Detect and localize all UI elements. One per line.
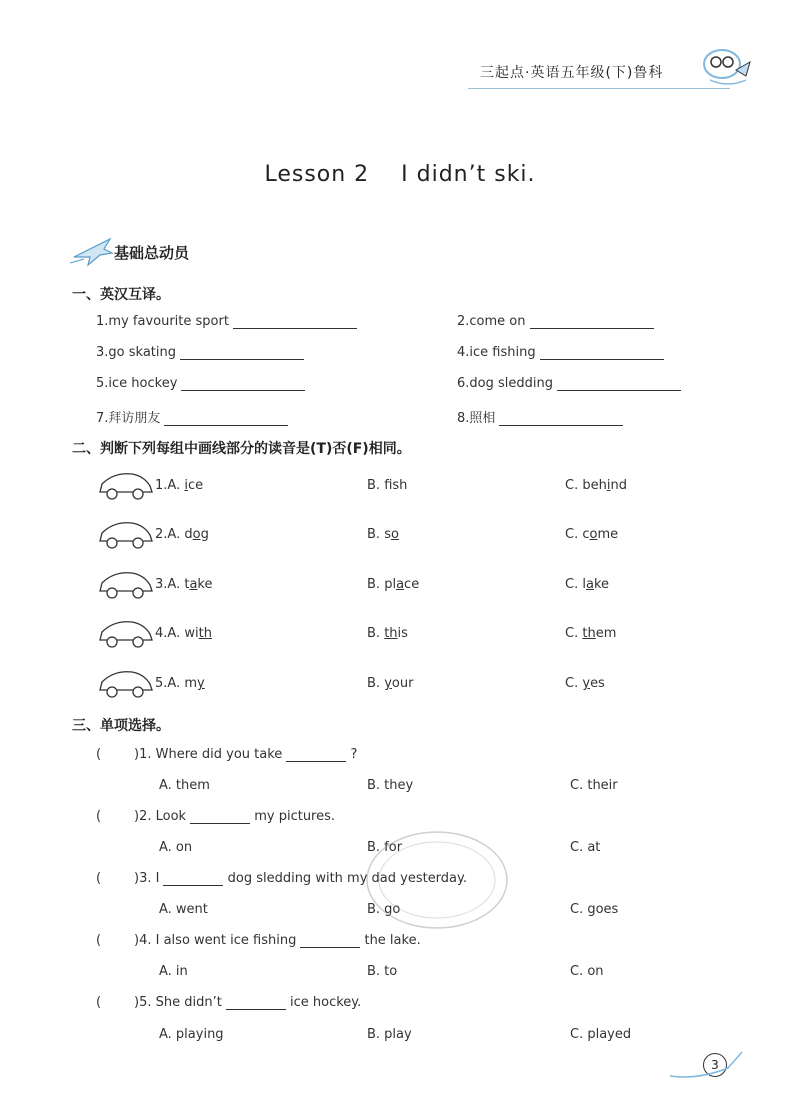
question-stem: )4. I also went ice fishing the lake.	[134, 933, 421, 948]
lesson-title: Lesson 2 I didn’t ski.	[264, 162, 536, 187]
question-stem: )3. I dog sledding with my dad yesterday.	[134, 871, 467, 886]
answer-paren-open: (	[96, 871, 102, 886]
answer-blank[interactable]	[557, 376, 681, 391]
translation-item: 8.照相	[457, 407, 623, 426]
answer-blank[interactable]	[190, 809, 250, 824]
phonics-option-c: C. behind	[565, 478, 627, 493]
car-icon	[96, 618, 154, 650]
airplane-icon	[70, 233, 114, 269]
part2-heading: 二、判断下列每组中画线部分的读音是(T)否(F)相同。	[72, 441, 411, 457]
phonics-option-c: C. them	[565, 626, 617, 641]
car-icon	[96, 569, 154, 601]
answer-blank[interactable]	[499, 411, 623, 426]
phonics-option-a: 2.A. dog	[155, 527, 209, 542]
choice-a[interactable]: A. went	[159, 902, 208, 917]
phonics-option-a: 4.A. with	[155, 626, 212, 641]
phonics-option-c: C. come	[565, 527, 619, 542]
book-info: 三起点·英语五年级(下)鲁科	[480, 65, 664, 81]
answer-blank[interactable]	[286, 747, 346, 762]
answer-blank[interactable]	[530, 314, 654, 329]
page-swoosh-icon	[668, 1046, 748, 1080]
answer-blank[interactable]	[164, 411, 288, 426]
translation-item: 5.ice hockey	[96, 376, 305, 391]
answer-blank[interactable]	[180, 345, 304, 360]
watermark-stamp	[362, 828, 512, 933]
choice-a[interactable]: A. playing	[159, 1027, 224, 1042]
answer-paren-open: (	[96, 747, 102, 762]
choice-a[interactable]: A. in	[159, 964, 188, 979]
owl-logo-icon	[700, 40, 754, 90]
header-divider	[468, 88, 730, 89]
answer-blank[interactable]	[181, 376, 305, 391]
translation-item: 7.拜访朋友	[96, 407, 288, 426]
car-icon	[96, 519, 154, 551]
answer-paren-open: (	[96, 933, 102, 948]
translation-item: 4.ice fishing	[457, 345, 664, 360]
choice-c[interactable]: C. on	[570, 964, 604, 979]
part1-heading: 一、英汉互译。	[72, 287, 170, 303]
translation-item: 2.come on	[457, 314, 654, 329]
answer-paren-open: (	[96, 995, 102, 1010]
question-stem: )2. Look my pictures.	[134, 809, 336, 824]
choice-c[interactable]: C. their	[570, 778, 618, 793]
choice-a[interactable]: A. them	[159, 778, 210, 793]
car-icon	[96, 470, 154, 502]
choice-c[interactable]: C. at	[570, 840, 601, 855]
choice-b[interactable]: B. play	[367, 1027, 412, 1042]
phonics-option-b: B. your	[367, 676, 414, 691]
translation-item: 6.dog sledding	[457, 376, 681, 391]
part3-heading: 三、单项选择。	[72, 718, 170, 734]
phonics-option-a: 5.A. my	[155, 676, 205, 691]
phonics-option-b: B. fsh	[367, 478, 408, 493]
phonics-option-b: B. so	[367, 527, 399, 542]
page-number: 3	[703, 1053, 727, 1077]
answer-paren-open: (	[96, 809, 102, 824]
answer-blank[interactable]	[300, 933, 360, 948]
section-badge-label: 基础总动员	[114, 244, 190, 262]
choice-a[interactable]: A. on	[159, 840, 193, 855]
question-stem: )1. Where did you take ?	[134, 747, 358, 762]
translation-item: 3.go skating	[96, 345, 304, 360]
car-icon	[96, 668, 154, 700]
phonics-option-a: 3.A. take	[155, 577, 213, 592]
choice-b[interactable]: B. they	[367, 778, 414, 793]
phonics-option-c: C. lake	[565, 577, 610, 592]
choice-b[interactable]: B. for	[367, 840, 403, 855]
phonics-option-b: B. this	[367, 626, 408, 641]
answer-blank[interactable]	[540, 345, 664, 360]
phonics-option-b: B. place	[367, 577, 420, 592]
choice-c[interactable]: C. played	[570, 1027, 632, 1042]
answer-blank[interactable]	[226, 995, 286, 1010]
answer-blank[interactable]	[233, 314, 357, 329]
phonics-option-a: 1.A. ice	[155, 478, 204, 493]
choice-b[interactable]: B. go	[367, 902, 401, 917]
answer-blank[interactable]	[163, 871, 223, 886]
translation-item: 1.my favourite sport	[96, 314, 357, 329]
phonics-option-c: C. yes	[565, 676, 605, 691]
question-stem: )5. She didn’t ice hockey.	[134, 995, 362, 1010]
choice-b[interactable]: B. to	[367, 964, 398, 979]
choice-c[interactable]: C. goes	[570, 902, 619, 917]
